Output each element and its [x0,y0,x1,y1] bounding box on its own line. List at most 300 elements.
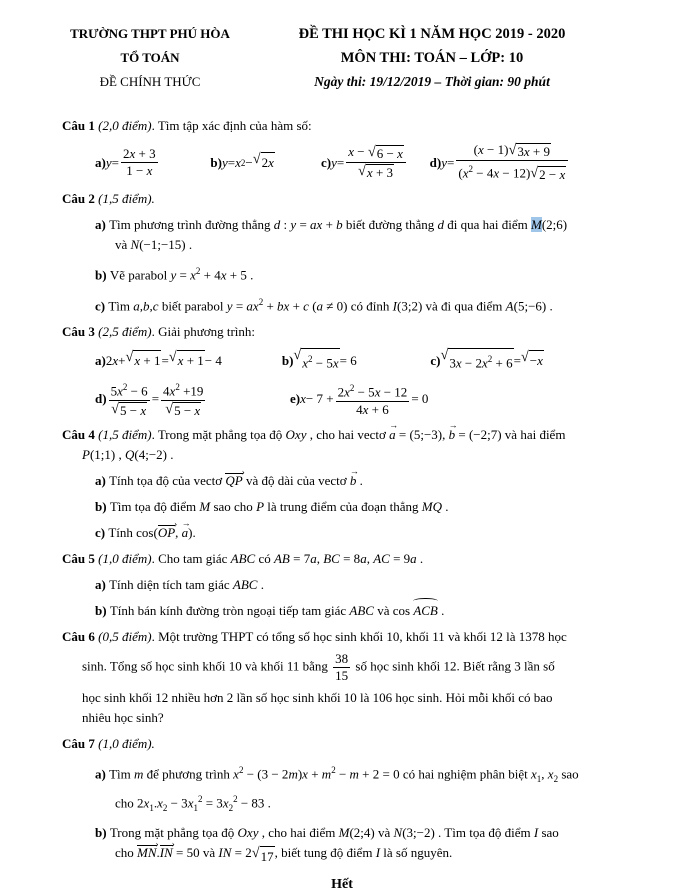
text: biết parabol [158,297,227,313]
math-symbol: Oxy [285,426,307,442]
text: Tìm tọa độ điểm [109,498,200,514]
superscript: 2 [195,266,201,277]
math-symbol: y [331,154,337,170]
text: Tìm [108,297,134,313]
line-q5 [62,549,622,569]
text: . Trong mặt phẳng tọa độ [151,426,286,442]
square-root [368,145,404,162]
bold-label: a) [95,154,106,170]
official-label: ĐỀ CHÍNH THỨC [99,74,201,89]
math-symbol: P [82,446,90,462]
text: + 3 [135,146,156,162]
math-number: 2 [122,146,130,162]
line-q7a-c [62,789,622,818]
radical-sign: √ [251,845,260,862]
numerator [456,142,568,161]
superscript: 2 [349,383,355,394]
line-q5a [62,575,622,595]
points-note: (1,5 điểm) [98,426,152,442]
text: nhiêu học sinh? [82,709,164,725]
exam-date: Ngày thi: 19/12/2019 – Thời gian: 90 phút [314,74,550,89]
line-end [62,875,622,895]
text: − 3 [167,794,188,810]
text: , [316,550,324,566]
text: Tính tọa độ của vectơ [109,472,226,488]
math-symbol: a [316,297,324,313]
fraction [346,144,406,181]
text: là số nguyên. [380,845,453,861]
line-q4a [62,471,622,491]
text: = 2 [231,845,252,861]
text: − [335,765,350,781]
text: = [232,297,247,313]
math-symbol: x [300,390,306,406]
math-symbol: y [226,297,233,313]
text: . [416,550,424,566]
line-q4 [62,425,622,445]
math-symbol: x [523,144,530,159]
subscript: 2 [228,802,234,813]
bold-label: e) [290,390,301,406]
math-symbol: x [302,765,308,781]
text: − (3 − 2 [243,765,289,781]
line-q4-c [62,445,622,465]
text: để phương trình [143,765,234,781]
text: − 7 + [305,390,334,406]
text: , [541,765,548,781]
text: = [161,352,169,368]
text: : [280,217,291,233]
option-q3-r1-2 [430,348,622,373]
numerator [121,146,158,163]
text: = [513,352,521,368]
text: + [307,765,322,781]
superscript: 2 [197,793,203,804]
radical-sign: √ [252,151,261,168]
bold-label: d) [429,154,442,170]
text: Tìm phương trình đường thẳng [109,217,274,233]
square-root [125,350,161,371]
text: + 2 = 0 có hai nghiệm phân biệt [358,765,531,781]
math-symbol: AC [373,550,390,566]
bold-label: Câu 4 [62,426,99,442]
line-q3-r1 [62,348,622,373]
vector: → a [182,523,189,543]
math-symbol: x [233,765,239,781]
radical-sign: √ [168,349,177,366]
text: đi qua hai điểm [443,217,531,233]
radical-sign: √ [530,165,539,182]
text: Tính diện tích tam giác [109,576,233,592]
text: + 1 [140,353,161,369]
text: có [255,550,274,566]
text: − 4 [204,352,222,368]
math-symbol: ABC [349,602,374,618]
math-symbol: x [478,142,484,157]
text: ( [458,165,463,181]
radical-sign: √ [440,346,449,363]
math-symbol: x [455,355,462,371]
math-symbol: M [199,498,211,514]
option-q1-opts-2 [321,144,430,181]
text: . Một trường THPT có tổng số học sinh khối 10, khối 11 và khối 12 là 1378 học [151,628,567,644]
text: 4 [356,401,363,417]
bold-label: Câu 1 [62,118,99,133]
text: − 5 [312,355,333,371]
text: = 3 [202,794,223,810]
exam-header [262,22,602,94]
text: 2 [105,352,113,368]
math-symbol: m [349,765,359,781]
math-symbol: x [462,165,469,181]
radical-sign: √ [358,163,366,180]
math-symbol: x [222,794,229,810]
math-symbol: x [537,353,543,369]
math-symbol: MQ [421,498,442,514]
school-header [55,22,245,94]
text: Trong mặt phẳng tọa độ [109,825,238,841]
text: + 9 [529,144,550,159]
math-symbol: y [441,154,448,170]
square-root [358,164,394,181]
text: 4 [163,383,170,399]
points-note: (1,0 điểm). [98,735,155,751]
radicand [301,348,339,373]
text: = [227,154,236,170]
superscript: 2 [331,764,336,775]
math-symbol: x [397,146,403,162]
bold-label: Câu 5 [62,550,99,566]
text: − 12 [380,384,408,400]
vector: → b [449,425,456,445]
text: . [437,602,445,618]
text: 6 − [376,146,398,162]
line-q4c [62,523,622,543]
text: (2;4) và [349,825,394,841]
text: cho [115,845,138,861]
text: Tính bán kính đường tròn ngoại tiếp tam giác [109,602,350,618]
text: = [336,154,345,170]
math-symbol: x [374,384,381,400]
vector: › IN [160,845,173,860]
fraction [121,146,158,179]
text: 17 [260,849,274,865]
subscript: 1 [149,802,154,813]
math-symbol: m [321,765,332,781]
fraction [109,379,150,418]
radical-sign: √ [520,349,529,366]
math-symbol: I [375,845,381,861]
square-root [440,348,513,373]
denominator [336,402,410,418]
superscript: 2 [175,382,180,393]
text: (3;2) và đi qua điểm [397,297,506,313]
denominator [161,401,205,419]
text: biết đường thẳng [342,217,438,233]
option-q1-opts-0 [95,146,210,179]
text: Vẽ parabol [109,267,171,283]
option-q1-opts-3 [430,142,622,183]
text: . [156,845,160,861]
math-symbol: x [169,383,176,399]
math-symbol: AB [273,550,290,566]
text: 2 − [539,167,560,183]
fraction [456,142,568,183]
math-symbol: x [493,165,500,181]
text: Tính cos( [108,524,158,540]
math-symbol: ax [310,217,323,233]
math-symbol: x [531,765,537,781]
math-symbol: x [481,355,488,371]
department: TỔ TOÁN [120,50,180,65]
fraction [333,651,350,684]
math-symbol: x [235,154,241,170]
radical-sign: √ [125,349,134,366]
text: (3;−2) . Tìm tọa độ điểm [402,825,534,841]
radical-sign: √ [293,346,302,363]
math-symbol: a [360,550,367,566]
subscript: 2 [162,802,168,813]
text: sao [538,825,559,841]
math-symbol: x [332,355,339,371]
line-q3 [62,322,622,342]
text: Tìm [109,765,135,781]
math-symbol: x [362,401,369,417]
exam-body [62,116,622,895]
text: ( [308,297,317,313]
bold-label: a) [95,217,110,233]
text: ) [297,765,303,781]
bold-label: Câu 3 [62,323,99,339]
text: = [447,154,455,170]
radicand [119,402,147,419]
denominator [109,401,150,419]
vector: → a [389,425,396,445]
radicand [538,166,566,183]
math-symbol: d [273,217,281,233]
line-q5b [62,601,622,621]
math-symbol: x [134,353,141,369]
text: 3 [449,355,456,371]
superscript: 2 [468,164,473,174]
text: 1 − [126,163,147,179]
superscript: 2 [308,353,313,364]
vector: → b [350,471,357,491]
text: 5 [110,383,118,399]
radicand [260,846,275,867]
radicand [376,145,404,162]
option-q3-r2-1 [290,380,540,417]
text: 3 [517,144,524,159]
square-root [111,402,147,419]
text: − 6 [127,383,148,399]
points-note: (2,0 điểm) [98,118,152,133]
option-q3-r2-0 [95,379,290,418]
superscript: 2 [122,382,128,393]
text: = (5;−3), [395,426,449,442]
math-symbol: c [303,297,309,313]
line-q2b [62,261,622,285]
math-symbol: I [533,825,539,841]
radicand [261,152,275,173]
math-symbol: x [302,355,309,371]
text: − [245,154,253,170]
radicand [516,143,551,160]
numerator [336,380,410,401]
text: . [153,794,158,810]
bold-label: Câu 6 [62,628,99,644]
math-symbol: x [129,146,136,162]
text: + [322,217,337,233]
exam-subject: MÔN THI: TOÁN – LỚP: 10 [340,50,524,66]
math-symbol: x [146,163,153,179]
vector: › QP [225,473,242,488]
text: (2;6) [541,217,568,233]
bold-label: a) [95,472,110,488]
text: − 1) [483,142,509,157]
line-q1-opts [62,142,622,183]
math-symbol: m [134,765,144,781]
math-number: 2 [261,155,269,171]
math-symbol: M [338,825,350,841]
superscript: 2 [238,764,244,775]
bold-label: c) [95,297,109,313]
square-root [252,846,275,867]
line-q2 [62,189,622,209]
bold-label: a) [95,765,110,781]
text: + 6 [492,355,513,371]
text: − [529,353,538,369]
math-symbol: x [190,267,196,283]
math-symbol: m [288,765,298,781]
math-symbol: y [290,217,297,233]
bold-label: b) [281,352,294,368]
math-symbol: x [559,167,566,183]
text: Hết [331,877,353,893]
text: sao cho [210,498,257,514]
text: + [289,297,304,313]
points-note: (2,5 điểm) [98,323,152,339]
square-root [530,166,566,183]
math-symbol: y [105,154,112,170]
line-q6 [62,627,622,647]
radical-sign: √ [165,400,174,417]
numerator [109,379,150,400]
math-symbol: x [143,794,150,810]
bold-label: d) [95,390,107,406]
square-root [253,152,275,173]
text: . Cho tam giác [151,550,231,566]
text: là trung điểm của đoạn thẳng [264,498,422,514]
text: . Giải phương trình: [151,323,256,339]
math-symbol: a [410,550,417,566]
line-q7 [62,734,622,754]
line-q2a-c [62,235,622,255]
radicand [448,348,513,373]
superscript: 2 [240,157,246,168]
bold-label: Câu 2 [62,191,99,207]
line-q6-3 [62,688,622,708]
math-symbol: d [437,217,444,233]
math-symbol: a [310,550,317,566]
text: 2 [337,384,345,400]
text: (1;1) , [89,446,125,462]
text: 5 − [174,402,195,418]
numerator [161,379,205,400]
text: , cho hai điểm [258,825,339,841]
text: = 50 và [172,845,219,861]
math-symbol: x [344,384,350,400]
line-q1 [62,116,622,136]
denominator [456,161,568,183]
text: − 5 [354,384,375,400]
points-note: (1,5 điểm). [98,191,155,207]
radical-sign: √ [367,144,376,161]
text: , biết tung độ điểm [274,845,376,861]
fraction [161,379,205,418]
exam-title: ĐỀ THI HỌC KÌ 1 NĂM HỌC 2019 - 2020 [298,26,566,42]
radicand [366,164,394,181]
bold-label: c) [95,524,109,540]
text: , [175,524,182,540]
fraction [336,380,410,417]
math-symbol: x [177,353,184,369]
square-root [165,402,201,419]
text: số học sinh khối 12. Biết rằng 3 lần số [352,658,555,674]
bold-label: a) [95,352,106,368]
bold-label: a) [95,576,110,592]
text: − [354,144,368,160]
points-note: (1,0 điểm) [98,550,152,566]
subscript: 1 [536,773,542,784]
math-symbol: x [194,402,201,418]
math-symbol: ABC [232,576,258,592]
denominator [333,668,350,684]
math-symbol: b [336,217,343,233]
math-symbol: x [366,165,373,181]
line-q7a [62,760,622,789]
text: 38 [335,650,349,666]
math-symbol: Q [124,446,135,462]
math-symbol: x [157,794,163,810]
text: = 8 [339,550,361,566]
text: . [257,576,264,592]
math-symbol: N [393,825,403,841]
text: và độ dài của vectơ [242,472,350,488]
radicand [529,350,544,371]
numerator [333,651,350,668]
line-q2a [62,215,622,235]
math-symbol: I [392,297,397,313]
text: . [356,472,363,488]
math-symbol: P [256,498,265,514]
text: và cos [373,602,414,618]
line-q6-2 [62,651,622,684]
math-symbol: M [530,217,542,233]
text: (5;−6) . [513,297,553,313]
math-symbol: a,b,c [133,297,159,313]
text: +19 [179,383,204,399]
text: 15 [335,667,349,683]
text: (4;−2) . [134,446,174,462]
math-symbol: x [117,383,123,399]
square-root [508,143,550,160]
text: + 1 [183,353,204,369]
text: ). [188,524,196,540]
line-q3-r2 [62,379,622,418]
superscript: 2 [487,353,493,364]
points-note: (0,5 điểm) [98,628,152,644]
